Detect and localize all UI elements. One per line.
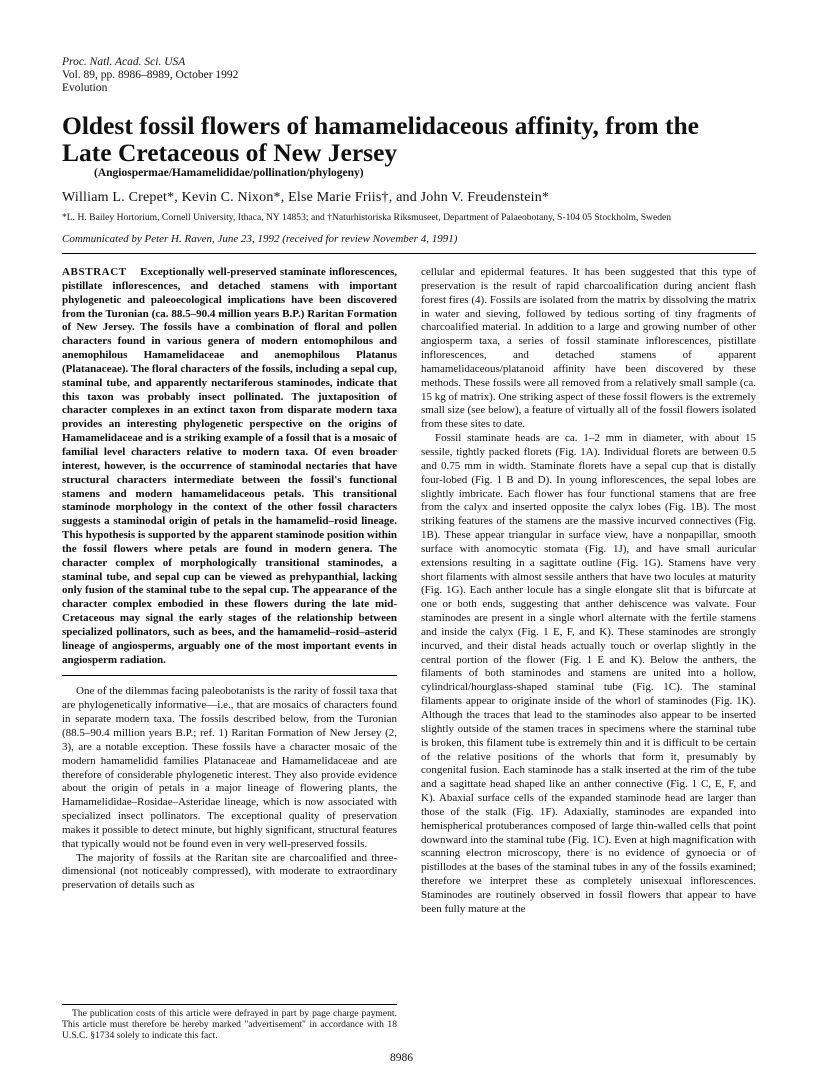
page-number: 8986 bbox=[390, 1052, 413, 1064]
journal-name: Proc. Natl. Acad. Sci. USA bbox=[62, 56, 186, 68]
section-label: Evolution bbox=[62, 82, 108, 94]
body-paragraph: The majority of fossils at the Raritan site are charcoalified and three-dimensional (not noticeably compressed), with moderate to extraordinary preservation of details such as bbox=[62, 851, 397, 892]
body-paragraph: cellular and epidermal features. It has been suggested that this type of preservation is the result of rapid charcoalification during ancient flash forest fires (4). Fossils are isolated from the matrix by dissolving the matrix in water and sieving, followed by tedious sorting of tiny fragments of charcoalified material. In addition to a large and growing number of other angiosperm taxa, a series of fossil staminate inflorescences, pistillate inflorescences, and detached stamens of apparent hamamelidaceous/platanoid affinity have been discovered by these methods. These fossils were all removed from a relatively small sample (ca. 15 kg of matrix). One striking aspect of these fossil flowers is the extremely small size (see below), a feature of virtually all of the fossil flowers isolated from these sites to date. bbox=[421, 266, 756, 431]
right-column bbox=[421, 266, 756, 917]
abstract bbox=[62, 266, 397, 667]
keywords: (Angiospermae/Hamamelididae/pollination/phylogeny) bbox=[94, 167, 364, 179]
publication-cost-footnote: The publication costs of this article were defrayed in part by page charge payment. This article must therefore be hereby marked "advertisement" in accordance with 18 U.S.C. §1734 solely to indicate this fact. bbox=[62, 1008, 397, 1041]
article-title: Oldest fossil flowers of hamamelidaceous affinity, from the Late Cretaceous of New Jersey bbox=[62, 111, 699, 167]
communicated-by: Communicated by Peter H. Raven, June 23, 1992 (received for review November 4, 1991) bbox=[62, 233, 458, 245]
abstract-divider bbox=[62, 675, 397, 676]
body-paragraph: Fossil staminate heads are ca. 1–2 mm in diameter, with about 15 sessile, tightly packed florets (Fig. 1A). Individual florets are between 0.5 and 0.75 mm in width. Staminate florets have a sepal cup that is distally four-lobed (Fig. 1 B and D). In young inflorescences, the sepal lobes are slightly imbricate. Each flower has four functional stamens that are free from the calyx and inserted opposite the calyx lobes (Fig. 1B). The most striking features of the stamens are the massive incurved connectives (Fig. 1B). These appear triangular in surface view, have a nonpapillar, smooth surface with anomocytic stomata (Fig. 1J), and have small auricular extensions resulting in a sagittate outline (Fig. 1G). Stamens have very short filaments with almost sessile anthers that have two locules at maturity (Fig. 1G). Each anther locule has a single elongate slit that is bifurcate at one or both ends, suggesting that anther dehiscence was valvate. Four staminodes are present in a single whorl alternate with the fertile stamens and inside the calyx (Fig. 1 E, F, and K). These staminodes are strongly incurved, and their distal heads actually touch or overlap slightly in the central portion of the flower (Fig. 1 E and K). Below the anthers, the filaments of both staminodes and stamens are united into a hollow, cylindrical/hourglass-shaped staminal tube (Fig. 1C). The staminal filaments appear to originate inside of the whorl of staminodes (Fig. 1K). Although the traces that lead to the staminodes also appear to be inserted slightly outside of the stamen traces in specimens where the staminal tube is broken, this filament tube is extremely thin and it is difficult to be certain of the relative positions of the whorls that form it, presumably by congenital fusion. Each staminode has a stalk inserted at the rim of the tube and a sagittate head shaped like an anther connective (Fig. 1 C, E, F, and K). Abaxial surface cells of the expanded staminode head are larger than those of the stalk (Fig. 1F). Adaxially, staminodes are expanded into hemispherical protuberances composed of large thin-walled cells that point downward into the staminal tube (Fig. 1C). Even at high magnification with scanning electron microscopy, there is no evidence of gynoecia or of pistillodes at the bases of the staminal tubes in any of the fossils examined; therefore we interpret these as completely unisexual inflorescences. Staminodes are routinely observed in fossil flowers that appear to have been fully mature at the bbox=[421, 432, 756, 915]
body-paragraph: One of the dilemmas facing paleobotanists is the rarity of fossil taxa that are phylogenetically informative—i.e., that are mosaics of characters found in separate modern taxa. The fossils described below, from the Turonian (88.5–90.4 million years B.P.; ref. 1) Raritan Formation of New Jersey (2, 3), are a notable exception. These fossils have a character mosaic of the modern hamamelidid families Platanaceae and Hamamelidaceae and are therefore of considerable phylogenetic interest. They also provide evidence about the origin of petals in a major lineage of flowering plants, the Hamamelididae–Rosidae–Asteridae lineage, which is now associated with specialized insect pollinators. The exceptional quality of preservation makes it possible to detect minute, but highly significant, structural features that typically would not be found even in very well-preserved fossils. bbox=[62, 685, 397, 850]
authors: William L. Crepet*, Kevin C. Nixon*, Else Marie Friis†, and John V. Freudenstein* bbox=[62, 190, 550, 205]
journal-header bbox=[62, 56, 238, 95]
volume-line: Vol. 89, pp. 8986–8989, October 1992 bbox=[62, 69, 239, 81]
left-column bbox=[62, 266, 397, 893]
affiliations: *L. H. Bailey Hortorium, Cornell University, Ithaca, NY 14853; and †Naturhistoriska Riksmuseet, Department of Palaeobotany, S-104 05 Stockholm, Sweden bbox=[62, 212, 672, 223]
footnote-divider bbox=[62, 1004, 397, 1005]
abstract-text: Exceptionally well-preserved staminate inflorescences, pistillate inflorescences, and detached stamens with important phylogenetic and paleoecological implications have been discovered from the Turonian (ca. 88.5–90.4 million years B.P.) Raritan Formation of New Jersey. The fossils have a combination of floral and pollen characters found in various genera of modern entomophilous and anemophilous Hamamelidaceae and anemophilous Platanus (Platanaceae). The floral characters of the fossils, including a sepal cup, staminal tube, and apparently nectariferous staminodes, indicate that this taxon was probably insect pollinated. The juxtaposition of character complexes in an extinct taxon from disparate modern taxa provides an interesting phylogenetic perspective on the origins of Hamamelidaceae and is a striking example of a fossil that is a mosaic of familial level characters relative to modern taxa. Of even broader interest, however, is the occurrence of staminodal nectaries that have structural characters intermediate between the fossil's functional stamens and modern hamamelidaceous petals. This transitional staminode morphology in the context of the other fossil characters suggests a staminodal origin of petals in the hamamelid–rosid lineage. This hypothesis is supported by the apparent staminode position within the fossil flowers where petals are found in modern genera. The character complex of morphologically transitional staminodes, a staminal tube, and sepal cup can be viewed as prehypanthial, lacking only fusion of the staminal tube to the sepal cup. The appearance of the character complex embodied in these flowers during the late mid-Cretaceous may signal the early stages of the relationship between specialized pollinators, such as bees, and the hamamelid–rosid–asterid lineage of angiosperms, arguably one of the most important events in angiosperm radiation. bbox=[62, 266, 397, 666]
header-divider bbox=[62, 253, 756, 254]
abstract-label: ABSTRACT bbox=[62, 266, 127, 278]
